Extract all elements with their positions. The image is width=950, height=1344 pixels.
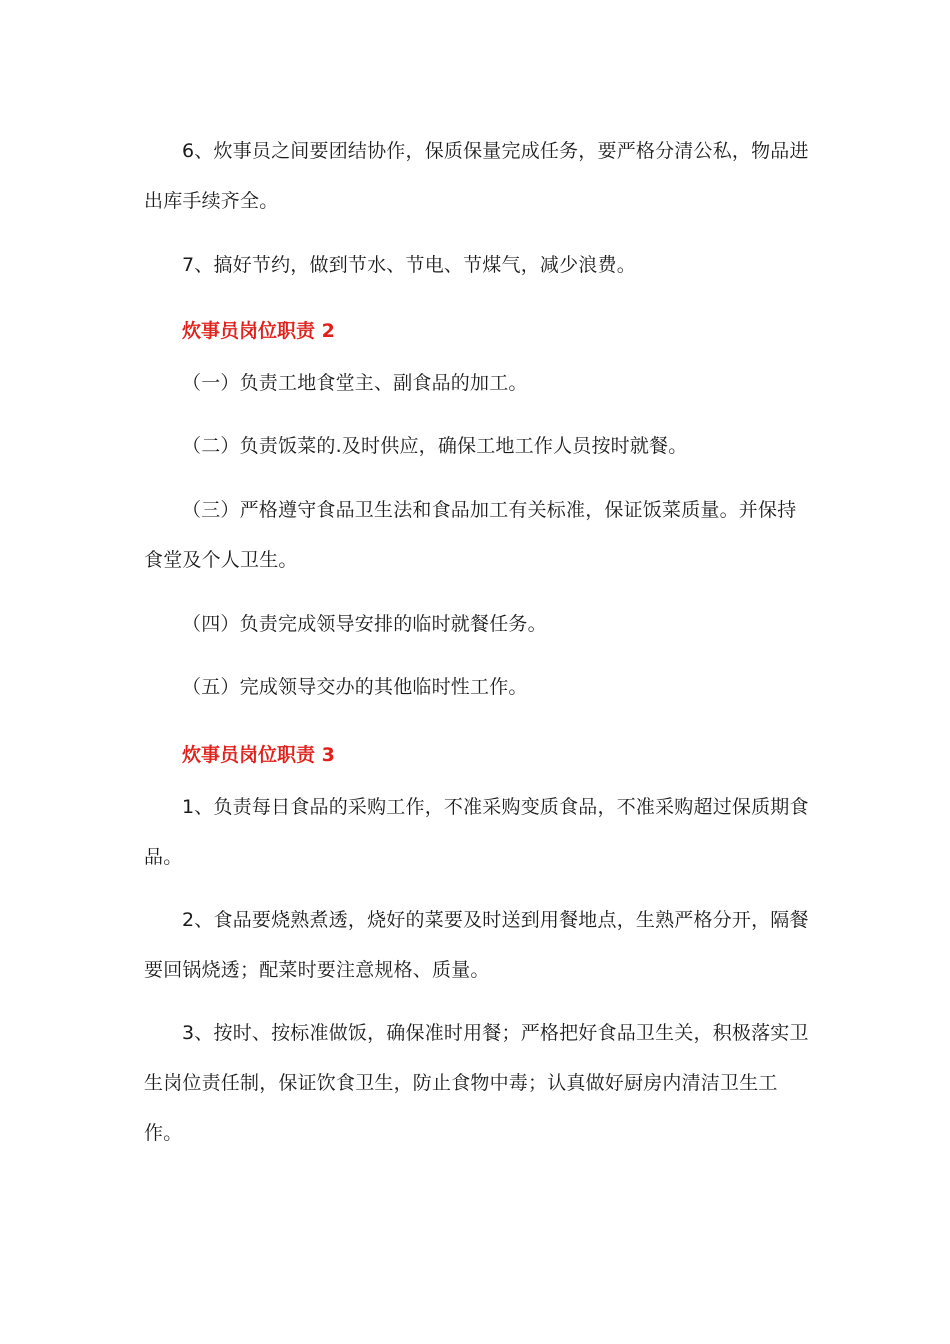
paragraph-item-2-5: （五）完成领导交办的其他临时性工作。 [182,676,528,698]
paragraph-item-2-1: （一）负责工地食堂主、副食品的加工。 [182,372,528,394]
paragraph-item-3-1: 1、负责每日食品的采购工作，不准采购变质食品，不准采购超过保质期食品。 [144,796,809,868]
paragraph-item-2-3: （三）严格遵守食品卫生法和食品加工有关标准，保证饭菜质量。并保持食堂及个人卫生。 [144,499,797,571]
section-heading-2: 炊事员岗位职责 2 [182,320,335,342]
paragraph-item-3-2: 2、食品要烧熟煮透，烧好的菜要及时送到用餐地点，生熟严格分开，隔餐要回锅烧透；配菜时要注意规格、质量。 [144,909,809,981]
section-heading-3: 炊事员岗位职责 3 [182,744,335,766]
paragraph-item-3-3: 3、按时、按标准做饭，确保准时用餐；严格把好食品卫生关，积极落实卫生岗位责任制，保证饮食卫生，防止食物中毒；认真做好厨房内清洁卫生工作。 [144,1022,809,1144]
paragraph-item-7: 7、搞好节约，做到节水、节电、节煤气，减少浪费。 [182,254,636,276]
paragraph-item-2-4: （四）负责完成领导安排的临时就餐任务。 [182,613,547,635]
paragraph-item-6: 6、炊事员之间要团结协作，保质保量完成任务，要严格分清公私，物品进出库手续齐全。 [144,140,809,212]
paragraph-item-2-2: （二）负责饭菜的.及时供应，确保工地工作人员按时就餐。 [182,435,688,457]
